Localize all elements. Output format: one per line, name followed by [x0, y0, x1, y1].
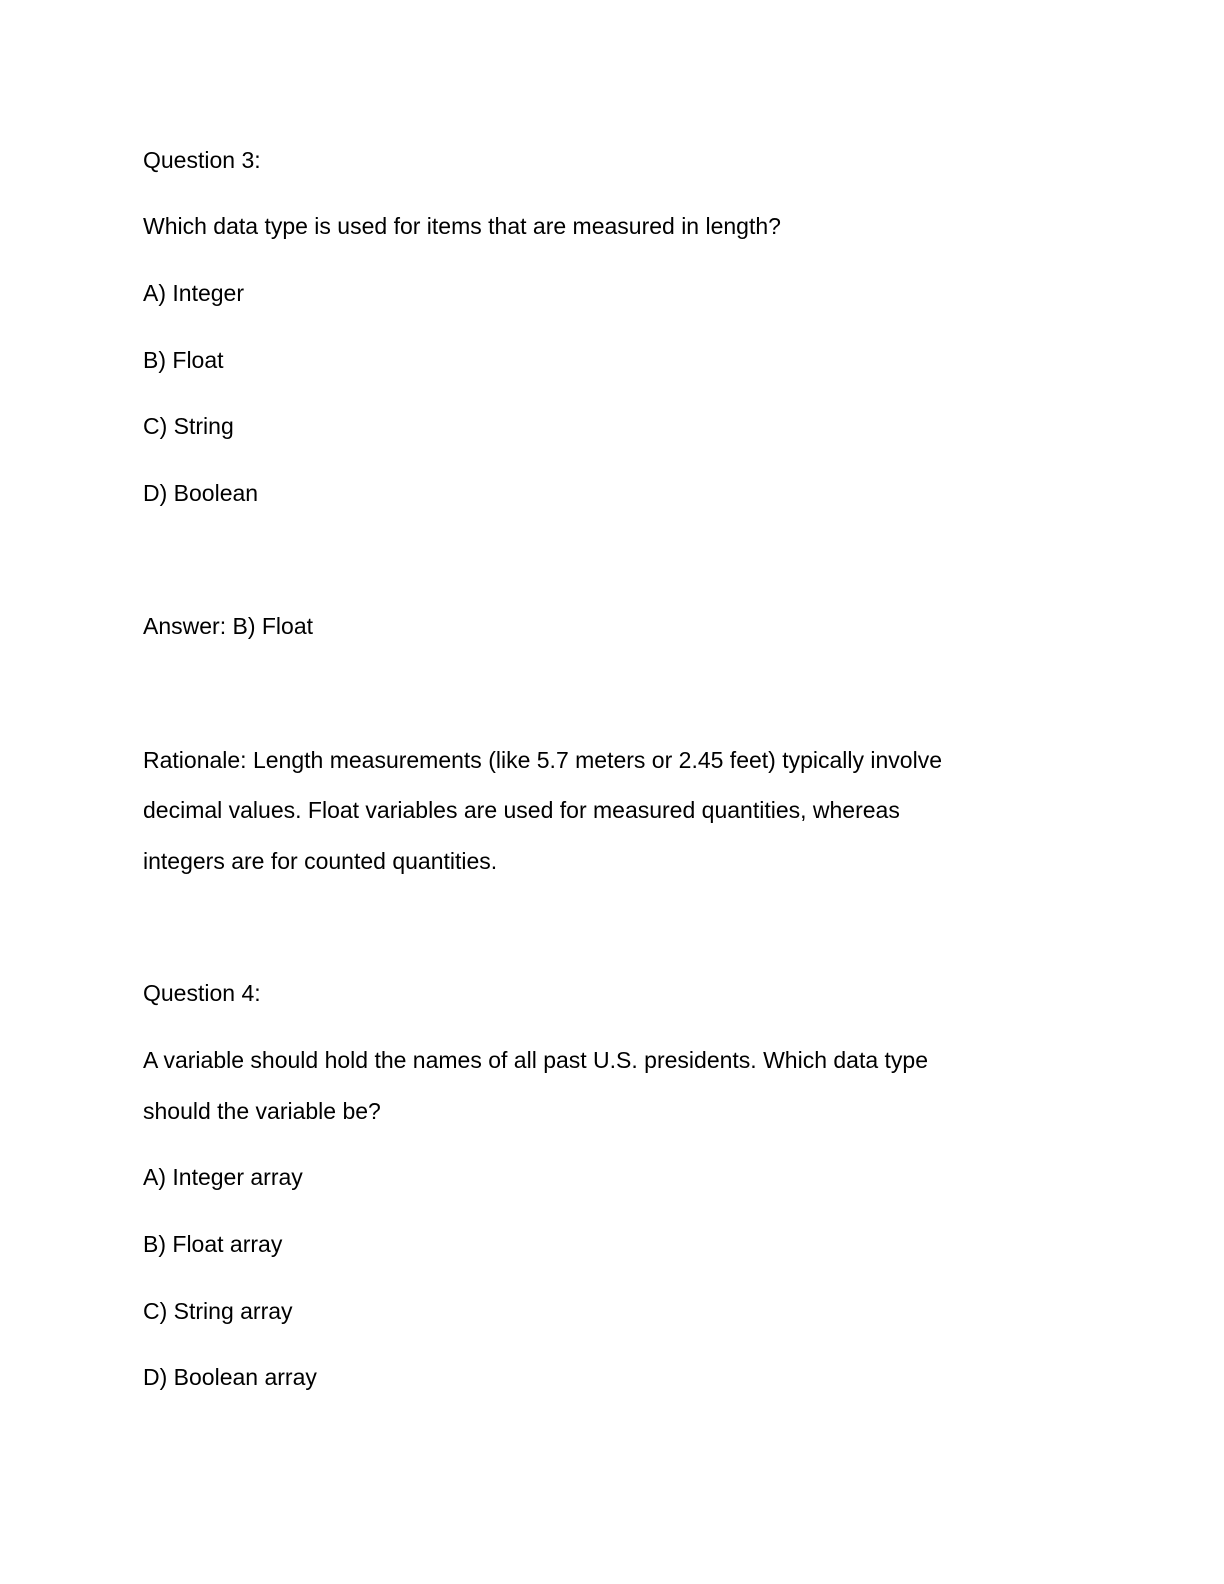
question-3-rationale-line-2: decimal values. Float variables are used for measured quantities, whereas	[143, 797, 900, 823]
question-3-option-b: B) Float	[143, 347, 224, 373]
question-3-answer: Answer: B) Float	[143, 613, 313, 639]
question-4-prompt-line-1: A variable should hold the names of all past U.S. presidents. Which data type	[143, 1047, 928, 1073]
question-3-rationale-line-1: Rationale: Length measurements (like 5.7 meters or 2.45 feet) typically involve	[143, 747, 943, 773]
question-3-rationale-line-3: integers are for counted quantities.	[143, 848, 498, 874]
question-4-option-a: A) Integer array	[143, 1164, 303, 1190]
question-4-heading: Question 4:	[143, 980, 261, 1006]
question-3-option-d: D) Boolean	[143, 480, 259, 506]
question-3-heading: Question 3:	[143, 147, 261, 173]
question-4-option-c: C) String array	[143, 1298, 293, 1324]
question-4-option-d: D) Boolean array	[143, 1364, 317, 1390]
question-3-option-c: C) String	[143, 413, 234, 439]
question-3-prompt: Which data type is used for items that are measured in length?	[143, 213, 781, 239]
question-4-option-b: B) Float array	[143, 1231, 283, 1257]
question-4-prompt-line-2: should the variable be?	[143, 1098, 381, 1124]
question-3-option-a: A) Integer	[143, 280, 244, 306]
